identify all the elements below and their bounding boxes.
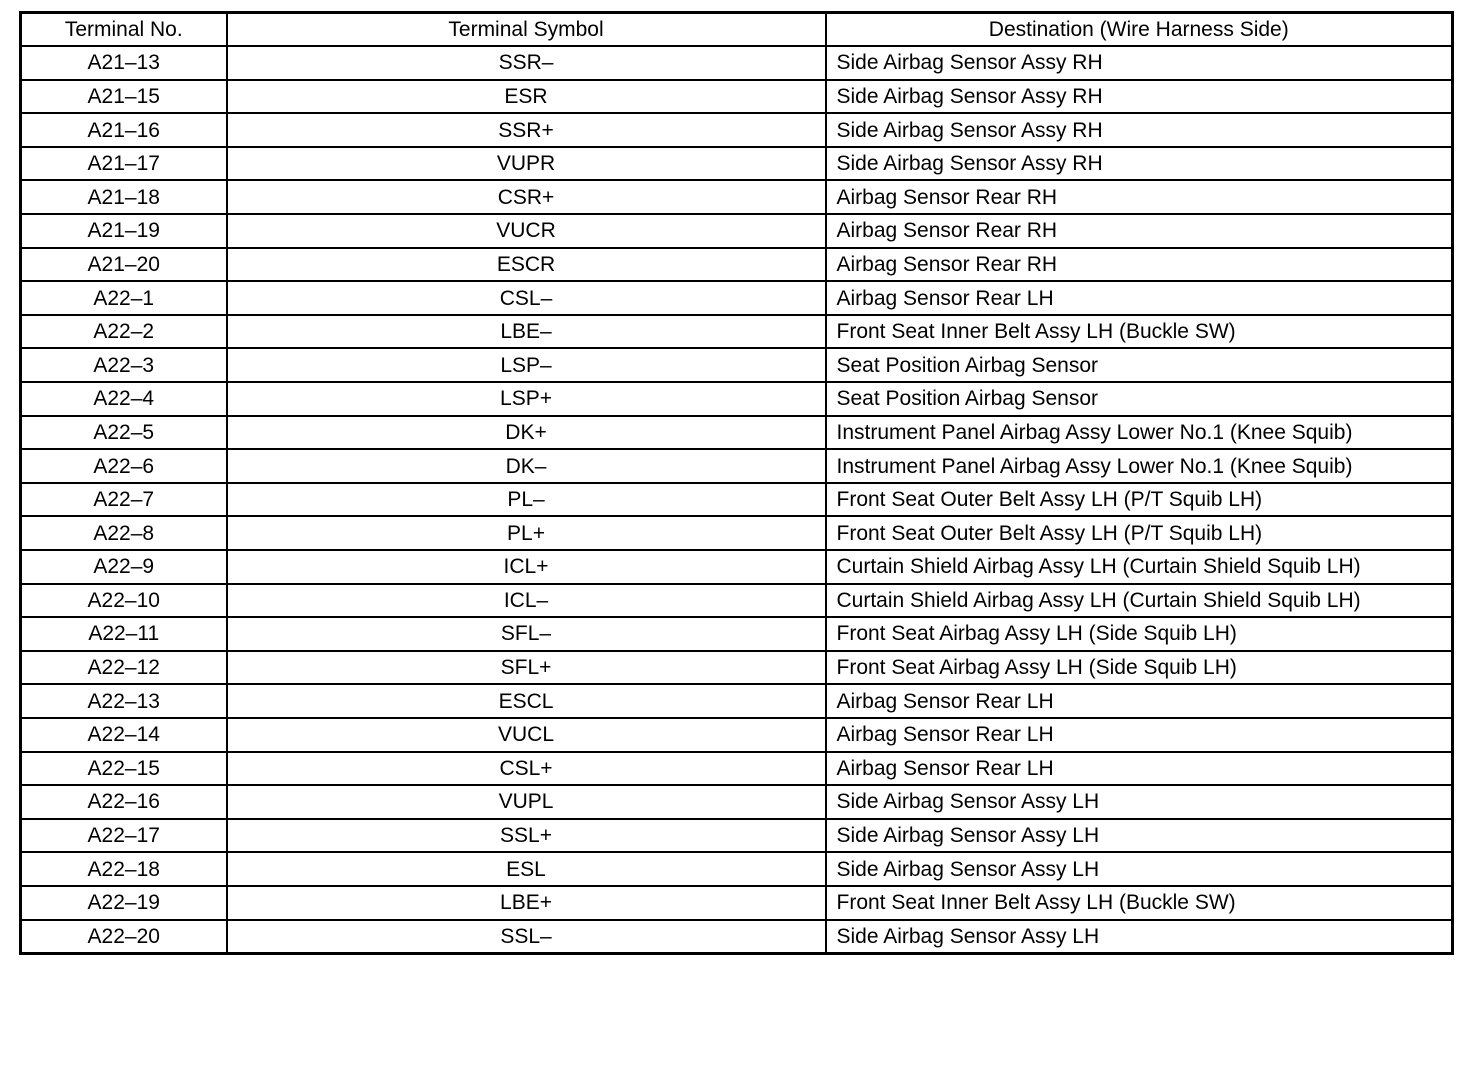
- cell-destination: Side Airbag Sensor Assy RH: [826, 113, 1453, 147]
- cell-terminal-no: A22–4: [21, 382, 227, 416]
- cell-terminal-no: A22–17: [21, 819, 227, 853]
- cell-terminal-symbol: ICL–: [227, 584, 826, 618]
- cell-terminal-no: A22–14: [21, 718, 227, 752]
- cell-terminal-no: A22–6: [21, 449, 227, 483]
- cell-destination: Seat Position Airbag Sensor: [826, 382, 1453, 416]
- table-row: [21, 214, 1453, 248]
- cell-terminal-no: A21–17: [21, 147, 227, 181]
- cell-destination: Front Seat Inner Belt Assy LH (Buckle SW): [826, 886, 1453, 920]
- table-body: [21, 46, 1453, 953]
- table-row: [21, 785, 1453, 819]
- table-row: [21, 886, 1453, 920]
- cell-destination: Airbag Sensor Rear LH: [826, 684, 1453, 718]
- cell-terminal-no: A22–18: [21, 852, 227, 886]
- cell-terminal-symbol: SFL+: [227, 651, 826, 685]
- cell-destination: Curtain Shield Airbag Assy LH (Curtain Shield Squib LH): [826, 584, 1453, 618]
- cell-terminal-symbol: SSL–: [227, 920, 826, 954]
- table-row: [21, 483, 1453, 517]
- cell-terminal-no: A22–1: [21, 281, 227, 315]
- cell-terminal-symbol: VUPR: [227, 147, 826, 181]
- cell-destination: Front Seat Inner Belt Assy LH (Buckle SW): [826, 315, 1453, 349]
- cell-terminal-symbol: PL+: [227, 516, 826, 550]
- table-row: [21, 248, 1453, 282]
- cell-terminal-no: A22–3: [21, 348, 227, 382]
- cell-terminal-symbol: ESCL: [227, 684, 826, 718]
- cell-terminal-symbol: ESL: [227, 852, 826, 886]
- cell-terminal-no: A22–10: [21, 584, 227, 618]
- table-row: [21, 752, 1453, 786]
- cell-terminal-no: A22–8: [21, 516, 227, 550]
- cell-terminal-symbol: LBE–: [227, 315, 826, 349]
- cell-terminal-symbol: LBE+: [227, 886, 826, 920]
- cell-destination: Side Airbag Sensor Assy RH: [826, 46, 1453, 80]
- cell-terminal-symbol: CSL–: [227, 281, 826, 315]
- cell-terminal-symbol: SSR–: [227, 46, 826, 80]
- cell-terminal-no: A22–13: [21, 684, 227, 718]
- cell-terminal-symbol: SSL+: [227, 819, 826, 853]
- cell-destination: Front Seat Airbag Assy LH (Side Squib LH): [826, 651, 1453, 685]
- cell-destination: Side Airbag Sensor Assy RH: [826, 147, 1453, 181]
- table-row: [21, 180, 1453, 214]
- cell-terminal-symbol: DK+: [227, 416, 826, 450]
- cell-terminal-no: A21–16: [21, 113, 227, 147]
- cell-terminal-symbol: CSL+: [227, 752, 826, 786]
- cell-terminal-symbol: SSR+: [227, 113, 826, 147]
- table-row: [21, 46, 1453, 80]
- cell-terminal-symbol: DK–: [227, 449, 826, 483]
- table-row: [21, 920, 1453, 954]
- cell-destination: Airbag Sensor Rear RH: [826, 214, 1453, 248]
- table-row: [21, 147, 1453, 181]
- header-terminal-symbol: Terminal Symbol: [227, 13, 826, 47]
- table-row: [21, 819, 1453, 853]
- table-row: [21, 80, 1453, 114]
- cell-terminal-no: A22–5: [21, 416, 227, 450]
- cell-terminal-no: A21–13: [21, 46, 227, 80]
- cell-terminal-symbol: VUCR: [227, 214, 826, 248]
- cell-terminal-no: A22–20: [21, 920, 227, 954]
- cell-terminal-symbol: ESCR: [227, 248, 826, 282]
- cell-terminal-no: A22–7: [21, 483, 227, 517]
- cell-terminal-symbol: SFL–: [227, 617, 826, 651]
- cell-destination: Seat Position Airbag Sensor: [826, 348, 1453, 382]
- header-terminal-no: Terminal No.: [21, 13, 227, 47]
- cell-destination: Front Seat Outer Belt Assy LH (P/T Squib LH): [826, 483, 1453, 517]
- cell-destination: Airbag Sensor Rear RH: [826, 180, 1453, 214]
- table-row: [21, 651, 1453, 685]
- cell-terminal-no: A21–19: [21, 214, 227, 248]
- table-row: [21, 113, 1453, 147]
- cell-destination: Airbag Sensor Rear RH: [826, 248, 1453, 282]
- cell-terminal-symbol: CSR+: [227, 180, 826, 214]
- cell-destination: Side Airbag Sensor Assy LH: [826, 819, 1453, 853]
- cell-destination: Airbag Sensor Rear LH: [826, 281, 1453, 315]
- cell-terminal-no: A22–11: [21, 617, 227, 651]
- cell-destination: Instrument Panel Airbag Assy Lower No.1 (Knee Squib): [826, 416, 1453, 450]
- cell-destination: Front Seat Outer Belt Assy LH (P/T Squib LH): [826, 516, 1453, 550]
- table-row: [21, 516, 1453, 550]
- table-header-row: [21, 13, 1453, 47]
- table-row: [21, 852, 1453, 886]
- table-row: [21, 315, 1453, 349]
- table-row: [21, 348, 1453, 382]
- table-row: [21, 550, 1453, 584]
- cell-terminal-no: A22–16: [21, 785, 227, 819]
- cell-terminal-symbol: ICL+: [227, 550, 826, 584]
- table-row: [21, 281, 1453, 315]
- cell-destination: Airbag Sensor Rear LH: [826, 752, 1453, 786]
- cell-destination: Instrument Panel Airbag Assy Lower No.1 (Knee Squib): [826, 449, 1453, 483]
- cell-terminal-symbol: VUCL: [227, 718, 826, 752]
- cell-terminal-symbol: VUPL: [227, 785, 826, 819]
- cell-terminal-symbol: LSP+: [227, 382, 826, 416]
- cell-destination: Front Seat Airbag Assy LH (Side Squib LH): [826, 617, 1453, 651]
- cell-terminal-no: A21–20: [21, 248, 227, 282]
- cell-destination: Side Airbag Sensor Assy LH: [826, 785, 1453, 819]
- table-row: [21, 617, 1453, 651]
- cell-terminal-symbol: ESR: [227, 80, 826, 114]
- cell-terminal-no: A22–19: [21, 886, 227, 920]
- cell-terminal-no: A22–2: [21, 315, 227, 349]
- cell-destination: Curtain Shield Airbag Assy LH (Curtain Shield Squib LH): [826, 550, 1453, 584]
- cell-destination: Side Airbag Sensor Assy LH: [826, 852, 1453, 886]
- cell-terminal-no: A22–15: [21, 752, 227, 786]
- cell-terminal-no: A21–15: [21, 80, 227, 114]
- terminal-table: [19, 11, 1454, 955]
- cell-destination: Airbag Sensor Rear LH: [826, 718, 1453, 752]
- table-row: [21, 382, 1453, 416]
- table-row: [21, 584, 1453, 618]
- cell-destination: Side Airbag Sensor Assy LH: [826, 920, 1453, 954]
- cell-terminal-symbol: PL–: [227, 483, 826, 517]
- cell-terminal-no: A22–12: [21, 651, 227, 685]
- table-row: [21, 718, 1453, 752]
- table-row: [21, 684, 1453, 718]
- cell-destination: Side Airbag Sensor Assy RH: [826, 80, 1453, 114]
- table-row: [21, 416, 1453, 450]
- cell-terminal-no: A21–18: [21, 180, 227, 214]
- cell-terminal-no: A22–9: [21, 550, 227, 584]
- header-destination: Destination (Wire Harness Side): [826, 13, 1453, 47]
- table-row: [21, 449, 1453, 483]
- cell-terminal-symbol: LSP–: [227, 348, 826, 382]
